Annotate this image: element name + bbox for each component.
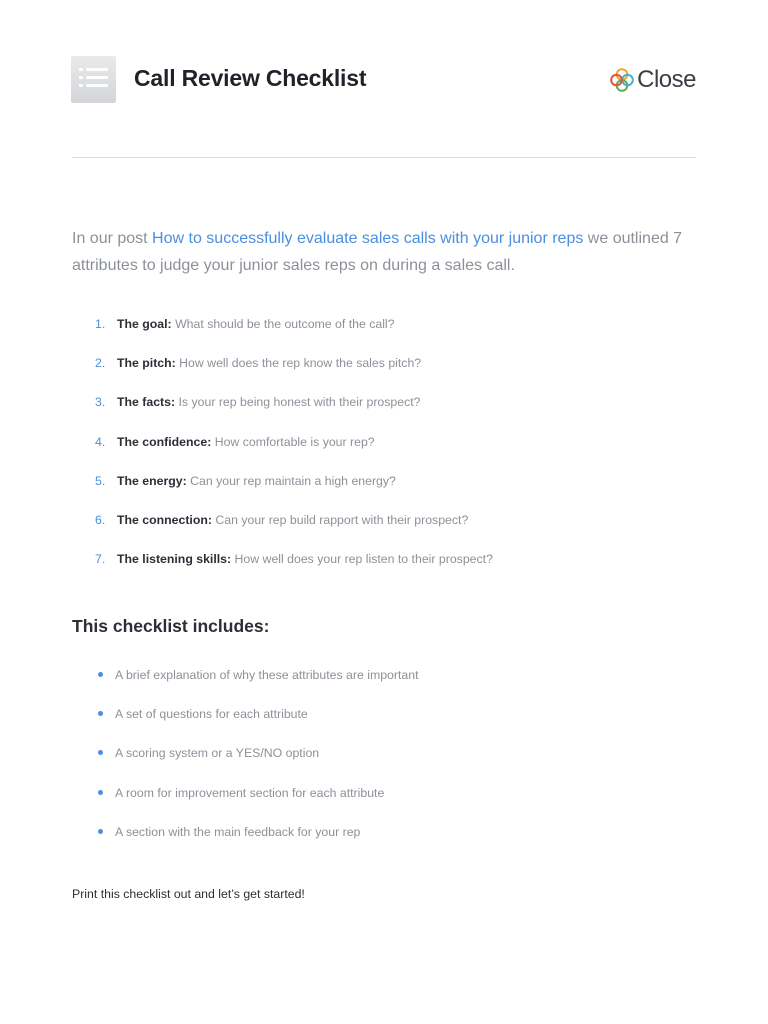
- attribute-item: [72, 431, 696, 470]
- list-bullet-icon: [79, 76, 83, 79]
- includes-item-text: A set of questions for each attribute: [115, 707, 308, 722]
- attribute-number: 1.: [95, 317, 106, 331]
- attribute-name: The confidence:: [117, 434, 212, 449]
- attribute-description: Is your rep being honest with their prospect?: [175, 395, 421, 410]
- attribute-number: 4.: [95, 434, 106, 449]
- bullet-icon: [98, 829, 103, 834]
- list-line-icon: [86, 84, 108, 87]
- includes-item-text: A room for improvement section for each attribute: [115, 785, 385, 800]
- attribute-description: What should be the outcome of the call?: [171, 317, 395, 331]
- attribute-name: The pitch:: [117, 356, 176, 371]
- brand-logo: [610, 66, 696, 94]
- bullet-icon: [98, 672, 103, 677]
- list-line-icon: [86, 76, 108, 79]
- attribute-description: How well does your rep listen to their prospect?: [231, 552, 493, 567]
- attribute-item: [72, 313, 696, 352]
- bullet-icon: [98, 711, 103, 716]
- attribute-number: 5.: [95, 473, 106, 488]
- attribute-number: 7.: [95, 552, 106, 567]
- includes-item-text: A scoring system or a YES/NO option: [115, 746, 320, 761]
- bullet-icon: [98, 790, 103, 795]
- list-line-icon: [86, 68, 108, 71]
- attribute-description: How comfortable is your rep?: [211, 434, 375, 449]
- attributes-list: [72, 313, 696, 587]
- attribute-item: [72, 352, 696, 391]
- includes-list: [72, 664, 696, 860]
- attribute-name: The listening skills:: [117, 552, 232, 567]
- blog-post-link[interactable]: How to successfully evaluate sales calls with your junior reps: [152, 230, 584, 247]
- attribute-name: The facts:: [117, 395, 176, 410]
- page-title: Call Review Checklist: [134, 65, 367, 91]
- includes-item: [72, 742, 696, 781]
- intro-text-before: In our post: [72, 230, 153, 247]
- close-logo-icon: [610, 68, 634, 92]
- brand-name: Close: [637, 66, 696, 93]
- attribute-item: [72, 470, 696, 509]
- list-bullet-icon: [79, 68, 83, 71]
- includes-item: [72, 664, 696, 703]
- includes-heading: This checklist includes:: [72, 616, 270, 636]
- bullet-icon: [98, 750, 103, 755]
- checklist-page: [72, 0, 696, 1024]
- call-to-action: Print this checklist out and let’s get started!: [72, 887, 305, 901]
- attribute-description: How well does the rep know the sales pitch?: [175, 356, 422, 371]
- attribute-item: [72, 509, 696, 548]
- header-divider: [72, 157, 696, 158]
- attribute-name: The goal:: [117, 317, 172, 331]
- attribute-item: [72, 548, 696, 587]
- attribute-description: Can your rep build rapport with their prospect?: [211, 512, 469, 527]
- includes-item-text: A brief explanation of why these attributes are important: [115, 668, 419, 682]
- includes-item: [72, 782, 696, 821]
- attribute-number: 6.: [95, 512, 106, 527]
- attribute-name: The energy:: [117, 473, 187, 488]
- includes-item-text: A section with the main feedback for your rep: [115, 824, 361, 839]
- page-header: [72, 56, 696, 104]
- list-bullet-icon: [79, 84, 83, 87]
- attribute-description: Can your rep maintain a high energy?: [186, 473, 396, 488]
- attribute-number: 2.: [95, 356, 106, 371]
- intro-text-after: we outlined 7 attributes to judge your junior sales reps on during a sales call.: [72, 230, 683, 274]
- attribute-number: 3.: [95, 395, 106, 410]
- includes-item: [72, 703, 696, 742]
- includes-item: [72, 821, 696, 860]
- intro-paragraph: [72, 225, 696, 279]
- list-document-icon: [71, 56, 116, 103]
- attribute-item: [72, 391, 696, 430]
- attribute-name: The connection:: [117, 512, 212, 527]
